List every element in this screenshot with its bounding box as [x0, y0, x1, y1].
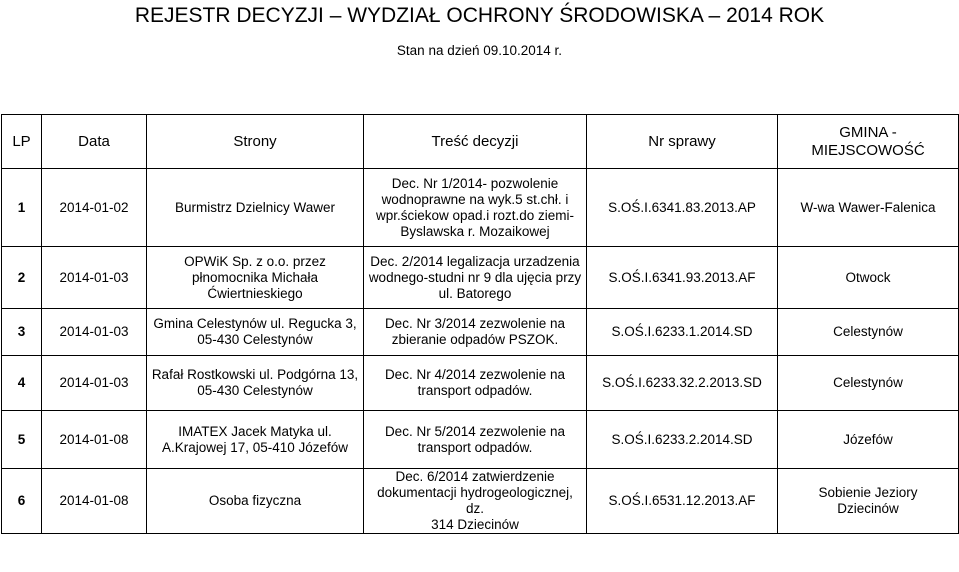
row-tresc-line: Dec. Nr 3/2014 zezwolenie na	[384, 316, 566, 331]
row-strony-line: Gmina Celestynów ul. Regucka 3,	[153, 316, 357, 331]
page-title: REJESTR DECYZJI – WYDZIAŁ OCHRONY ŚRODOWISKA – 2014 ROK	[134, 4, 825, 27]
row-tresc-line: Byslawska r. Mozaikowej	[400, 223, 550, 239]
row-tresc-line: Dec. 6/2014 zatwierdzenie	[395, 469, 555, 484]
table-row	[2, 309, 959, 356]
row-gmina	[778, 356, 959, 411]
row-gmina-line: Celestynów	[833, 375, 903, 390]
table-row	[2, 356, 959, 411]
header-gmina-line1: GMINA -	[839, 123, 897, 141]
row-tresc-line: transport odpadów.	[417, 439, 533, 455]
row-gmina	[778, 247, 959, 309]
row-tresc-line: transport odpadów.	[417, 383, 533, 398]
row-nr-sprawy: S.OŚ.I.6531.12.2013.AF	[587, 469, 778, 534]
row-gmina-line: Otwock	[845, 269, 891, 285]
header-lp: LP	[2, 115, 42, 169]
row-nr-sprawy: S.OŚ.I.6341.93.2013.AF	[587, 247, 778, 309]
row-lp: 4	[2, 356, 42, 411]
row-date: 2014-01-08	[42, 411, 147, 469]
table-row	[2, 169, 959, 247]
table-row	[2, 411, 959, 469]
row-date: 2014-01-08	[42, 469, 147, 534]
row-date: 2014-01-03	[42, 309, 147, 356]
row-tresc-line: Dec. Nr 4/2014 zezwolenie na	[384, 367, 566, 382]
row-strony	[147, 309, 364, 356]
header-gmina	[778, 115, 959, 169]
row-lp: 2	[2, 247, 42, 309]
row-tresc-line: 314 Dziecinów	[431, 517, 519, 532]
row-strony-line: IMATEX Jacek Matyka ul.	[178, 423, 332, 439]
row-strony-line: Osoba fizyczna	[208, 493, 302, 508]
table-row	[2, 247, 959, 309]
row-tresc-line: Dec. 2/2014 legalizacja urzadzenia	[370, 253, 580, 269]
row-tresc-line: Dec. Nr 1/2014- pozwolenie	[391, 175, 559, 191]
row-gmina-line: W-wa Wawer-Falenica	[800, 199, 936, 215]
table-header-row	[2, 115, 959, 169]
header-tresc: Treść decyzji	[364, 115, 587, 169]
row-date: 2014-01-03	[42, 247, 147, 309]
row-gmina	[778, 469, 959, 534]
status-date: Stan na dzień 09.10.2014 r.	[396, 43, 563, 58]
row-nr-sprawy: S.OŚ.I.6233.2.2014.SD	[587, 411, 778, 469]
row-strony	[147, 169, 364, 247]
row-tresc	[364, 309, 587, 356]
row-strony	[147, 356, 364, 411]
row-strony-line: 05-430 Celestynów	[197, 383, 313, 398]
row-gmina	[778, 309, 959, 356]
row-tresc-line: ul. Batorego	[438, 285, 512, 301]
row-lp: 6	[2, 469, 42, 534]
row-nr-sprawy: S.OŚ.I.6233.1.2014.SD	[587, 309, 778, 356]
row-strony-line: Rafał Rostkowski ul. Podgórna 13,	[151, 367, 359, 382]
row-tresc	[364, 169, 587, 247]
row-tresc-line: zbieranie odpadów PSZOK.	[391, 332, 559, 347]
header-gmina-line2: MIEJSCOWOŚĆ	[811, 141, 925, 159]
row-strony-line: 05-430 Celestynów	[197, 332, 313, 347]
table-row	[2, 469, 959, 534]
row-gmina-line: Sobienie Jeziory	[818, 485, 918, 500]
row-lp: 5	[2, 411, 42, 469]
row-lp: 1	[2, 169, 42, 247]
header-nr-sprawy: Nr sprawy	[587, 115, 778, 169]
row-strony-line: Burmistrz Dzielnicy Wawer	[174, 199, 336, 215]
row-gmina-line: Dziecinów	[837, 501, 899, 516]
row-date: 2014-01-03	[42, 356, 147, 411]
header-strony: Strony	[147, 115, 364, 169]
row-strony	[147, 247, 364, 309]
row-strony-line: A.Krajowej 17, 05-410 Józefów	[161, 439, 349, 455]
decisions-table	[1, 114, 959, 534]
row-gmina	[778, 169, 959, 247]
row-tresc-line: wodnoprawne na wyk.5 st.chł. i	[381, 191, 569, 207]
header-data: Data	[42, 115, 147, 169]
row-strony-line: płnomocnika Michała	[191, 269, 319, 285]
row-tresc	[364, 356, 587, 411]
row-tresc-line: Dec. Nr 5/2014 zezwolenie na	[384, 423, 566, 439]
row-gmina-line: Celestynów	[833, 324, 903, 339]
row-date: 2014-01-02	[42, 169, 147, 247]
row-tresc-line: wodnego-studni nr 9 dla ujęcia przy	[368, 269, 582, 285]
row-gmina-line: Józefów	[843, 431, 893, 447]
row-gmina	[778, 411, 959, 469]
row-strony	[147, 411, 364, 469]
row-tresc	[364, 247, 587, 309]
row-strony-line: OPWiK Sp. z o.o. przez	[184, 253, 326, 269]
row-tresc-line: dokumentacji hydrogeologicznej, dz.	[377, 485, 573, 516]
row-lp: 3	[2, 309, 42, 356]
row-strony	[147, 469, 364, 534]
row-tresc-line: wpr.ściekow opad.i rozt.do ziemi-	[375, 207, 575, 223]
row-nr-sprawy: S.OŚ.I.6233.32.2.2013.SD	[587, 356, 778, 411]
row-tresc	[364, 411, 587, 469]
row-strony-line: Ćwiertnieskiego	[207, 285, 303, 301]
row-tresc	[364, 469, 587, 534]
row-nr-sprawy: S.OŚ.I.6341.83.2013.AP	[587, 169, 778, 247]
